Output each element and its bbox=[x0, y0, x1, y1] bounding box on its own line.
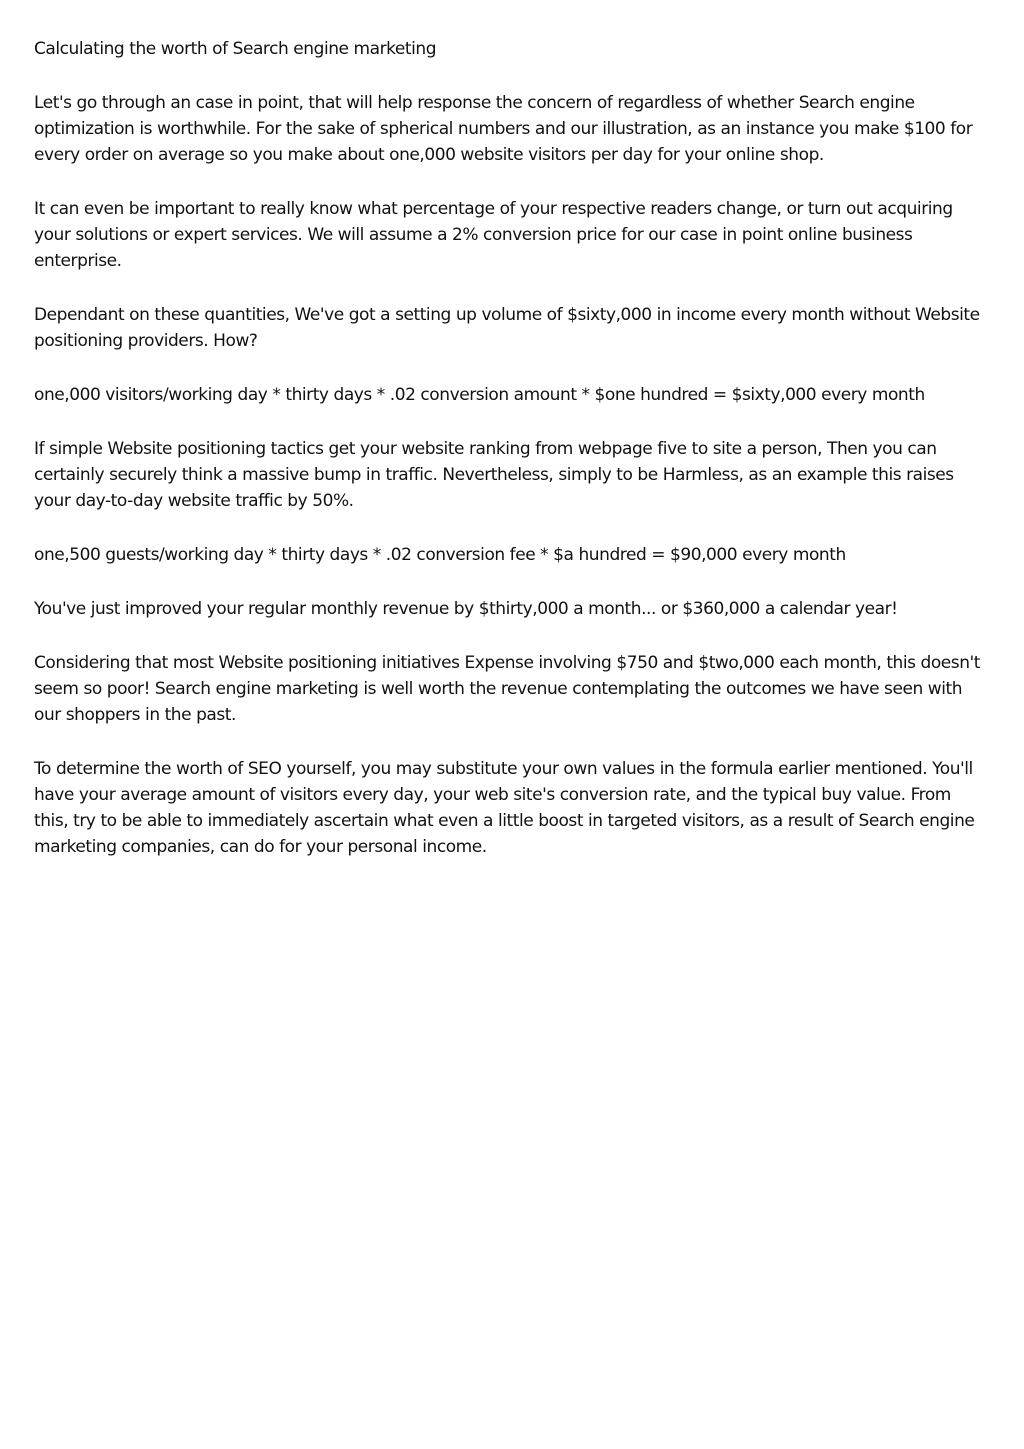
paragraph-traffic-bump: If simple Website positioning tactics get your website ranking from webpage five to site a person, Then you can certainly securely think a massive bump in traffic. Nevertheless, simply to be Harmless, as an example this raises your day-to-day website traffic by 50%. bbox=[34, 439, 954, 511]
paragraph-revenue-increase: You've just improved your regular monthly revenue by $thirty,000 a month... or $360,000 a calendar year! bbox=[34, 599, 898, 619]
paragraph-conclusion: To determine the worth of SEO yourself, you may substitute your own values in the formula earlier mentioned. You'll have your average amount of visitors every day, your web site's conversion rate, and the typical buy value. From this, try to be able to immediately ascertain what even a little boost in targeted visitors, as a result of Search engine marketing companies, can do for your personal income. bbox=[34, 759, 975, 857]
paragraph-cost-comparison: Considering that most Website positioning initiatives Expense involving $750 and $two,000 each month, this doesn't seem so poor! Search engine marketing is well worth the revenue contemplating the outcomes we have seen with our shoppers in the past. bbox=[34, 653, 980, 725]
paragraph-improved-formula: one,500 guests/working day * thirty days * .02 conversion fee * $a hundred = $90,000 every month bbox=[34, 545, 846, 565]
document-title: Calculating the worth of Search engine marketing bbox=[34, 39, 437, 59]
paragraph-example-intro: Let's go through an case in point, that will help response the concern of regardless of whether Search engine optimization is worthwhile. For the sake of spherical numbers and our illustration, as an instance you make $100 for every order on average so you make about one,000 website visitors per day for your online shop. bbox=[34, 93, 973, 165]
paragraph-baseline-formula: one,000 visitors/working day * thirty days * .02 conversion amount * $one hundred = $sixty,000 every month bbox=[34, 385, 925, 405]
document-page bbox=[34, 36, 984, 888]
paragraph-baseline-income: Dependant on these quantities, We've got a setting up volume of $sixty,000 in income every month without Website positioning providers. How? bbox=[34, 305, 980, 351]
paragraph-conversion-rate: It can even be important to really know what percentage of your respective readers change, or turn out acquiring your solutions or expert services. We will assume a 2% conversion price for our case in point online business enterprise. bbox=[34, 199, 953, 271]
